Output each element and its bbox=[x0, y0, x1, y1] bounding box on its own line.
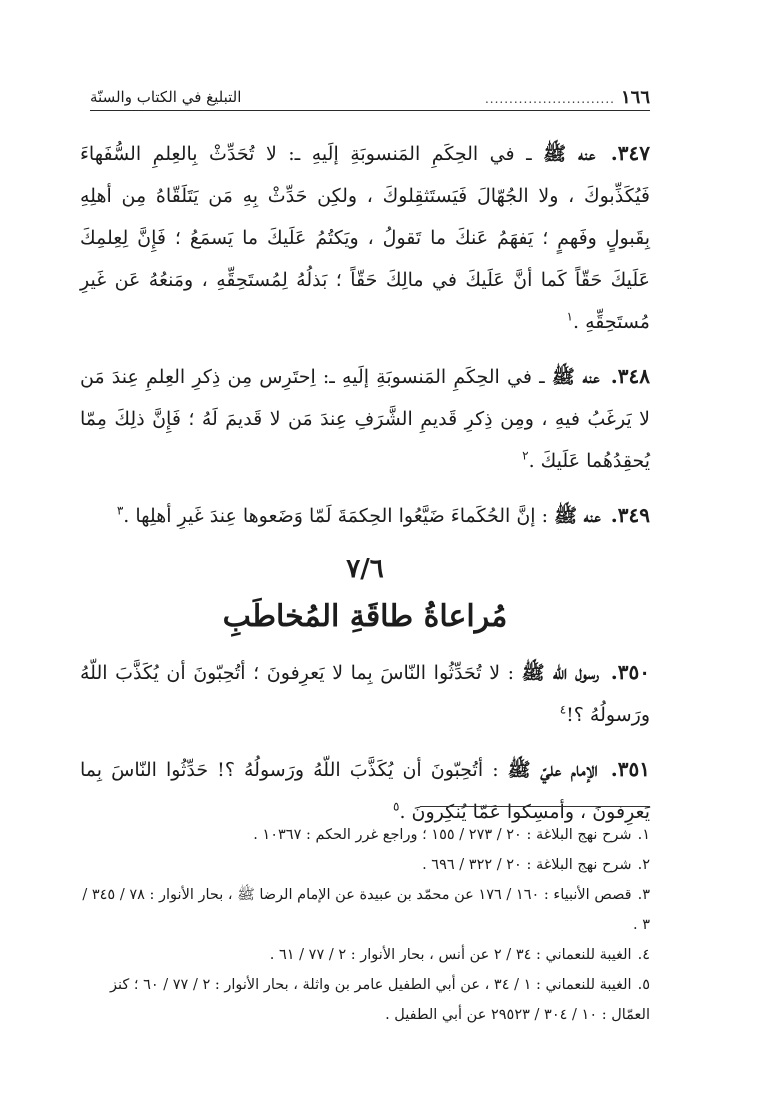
book-title: التبليغ في الكتاب والسنّة bbox=[90, 88, 242, 106]
footnote-number: ٢. bbox=[637, 857, 650, 873]
main-text bbox=[80, 132, 650, 845]
hadith-attribution: رسول الله ﷺ bbox=[521, 662, 600, 684]
hadith-attribution: عنه ﷺ bbox=[543, 143, 596, 165]
running-header bbox=[90, 84, 650, 111]
footnote-number: ٣. bbox=[637, 887, 650, 903]
hadith-attribution: الإمام عليّ ﷺ bbox=[507, 759, 598, 781]
footnote-marker[interactable]: ٢ bbox=[522, 448, 529, 463]
footnote bbox=[80, 880, 650, 940]
footnote-number: ٥. bbox=[637, 977, 650, 993]
hadith-entry bbox=[80, 132, 650, 343]
footnote-separator bbox=[420, 806, 650, 807]
footnote-text: قصص الأنبياء : ١٦٠ / ١٧٦ عن محمّد بن عبيدة عن الإمام الرضا ﷺ ، بحار الأنوار : ٧٨ / ٣٤٥ / ٣ . bbox=[82, 887, 650, 933]
section-number: ٧/٦ bbox=[346, 554, 384, 584]
footnote-marker[interactable]: ٤ bbox=[559, 702, 567, 717]
header-leader-dots: ........................... bbox=[484, 92, 615, 106]
footnote-text: شرح نهج البلاغة : ٢٠ / ٢٧٣ / ١٥٥ ؛ وراجع غرر الحكم : ١٠٣٦٧ . bbox=[253, 827, 632, 843]
footnote-marker[interactable]: ٣ bbox=[116, 503, 124, 518]
footnotes bbox=[80, 820, 650, 1030]
hadith-number: ٣٤٧. bbox=[610, 141, 650, 165]
hadith-text: : أتُحِبّونَ أن يُكَذَّبَ اللّهُ ورَسولُهُ ؟! حَدِّثُوا النّاسَ بِما يَعرِفونَ ، وأمسِكوا عَمّا يُنكِرونَ . bbox=[80, 759, 650, 823]
footnote-number: ٤. bbox=[637, 947, 650, 963]
hadith-text: ـ في الحِكَمِ المَنسوبَةِ إلَيهِ ـ: اِحتَرِس مِن ذِكرِ العِلمِ عِندَ مَن لا يَرغَبُ فيهِ ، ومِن ذِكرِ قَديمِ الشَّرَفِ عِندَ مَن لا قَديمَ لَهُ ؛ فَإِنَّ ذلِكَ مِمّا يُحقِدُهُما عَلَيكَ . bbox=[80, 366, 650, 472]
footnote bbox=[80, 820, 650, 850]
hadith-entry bbox=[80, 355, 650, 482]
footnote-marker[interactable]: ٥ bbox=[392, 799, 400, 814]
footnote bbox=[80, 850, 650, 880]
hadith-text: ـ في الحِكَمِ المَنسوبَةِ إلَيهِ ـ: لا تُحَدِّثْ بِالعِلمِ السُّفَهاءَ فَيُكَذِّبوكَ ، ولا الجُهّالَ فَيَستَثقِلوكَ ، ولكِن حَدِّثْ بِهِ مَن يَتَلَقّاهُ مِن أهلِهِ بِقَبولٍ وفَهمٍ ؛ يَفهَمُ عَنكَ ما تَقولُ ، ويَكتُمُ عَلَيكَ ما يَسمَعُ ؛ فَإِنَّ لِعِلمِكَ عَلَيكَ حَقّاً كَما أنَّ عَلَيكَ في مالِكَ حَقّاً ؛ بَذلُهُ لِمُستَحِقِّهِ ، ومَنعُهُ عَن غَيرِ مُستَحِقِّهِ . bbox=[80, 143, 650, 333]
section-title: مُراعاةُ طاقَةِ المُخاطَبِ bbox=[222, 599, 508, 634]
hadith-entry bbox=[80, 651, 650, 736]
hadith-number: ٣٤٩. bbox=[610, 503, 650, 527]
footnote-text: الغيبة للنعماني : ٣٤ / ٢ عن أنس ، بحار الأنوار : ٢ / ٧٧ / ٦١ . bbox=[269, 947, 632, 963]
hadith-attribution: عنه ﷺ bbox=[554, 505, 601, 527]
hadith-entry bbox=[80, 494, 650, 537]
footnote bbox=[80, 970, 650, 1030]
hadith-number: ٣٤٨. bbox=[610, 364, 650, 388]
section-heading bbox=[80, 549, 650, 645]
hadith-text: : إنَّ الحُكَماءَ ضَيَّعُوا الحِكمَةَ لَمّا وَضَعوها عِندَ غَيرِ أهلِها . bbox=[123, 505, 555, 527]
hadith-text: : لا تُحَدِّثُوا النّاسَ بِما لا يَعرِفونَ ؛ أتُحِبّونَ أن يُكَذَّبَ اللّهُ ورَسولُهُ ؟! bbox=[80, 662, 650, 726]
footnote-text: شرح نهج البلاغة : ٢٠ / ٣٢٢ / ٦٩٦ . bbox=[422, 857, 632, 873]
page-number: ١٦٦ bbox=[620, 87, 650, 108]
footnote-number: ١. bbox=[637, 827, 650, 843]
footnote-marker[interactable]: ١ bbox=[566, 309, 573, 324]
hadith-number: ٣٥٠. bbox=[610, 660, 650, 684]
footnote-text: الغيبة للنعماني : ١ / ٣٤ ، عن أبي الطفيل عامر بن واثلة ، بحار الأنوار : ٢ / ٧٧ / ٦٠ ؛ كنز العمّال : ١٠ / ٣٠٤ / ٢٩٥٢٣ عن أبي الطفيل . bbox=[109, 977, 650, 1023]
hadith-number: ٣٥١. bbox=[610, 757, 650, 781]
footnote bbox=[80, 940, 650, 970]
hadith-attribution: عنه ﷺ bbox=[551, 366, 600, 388]
